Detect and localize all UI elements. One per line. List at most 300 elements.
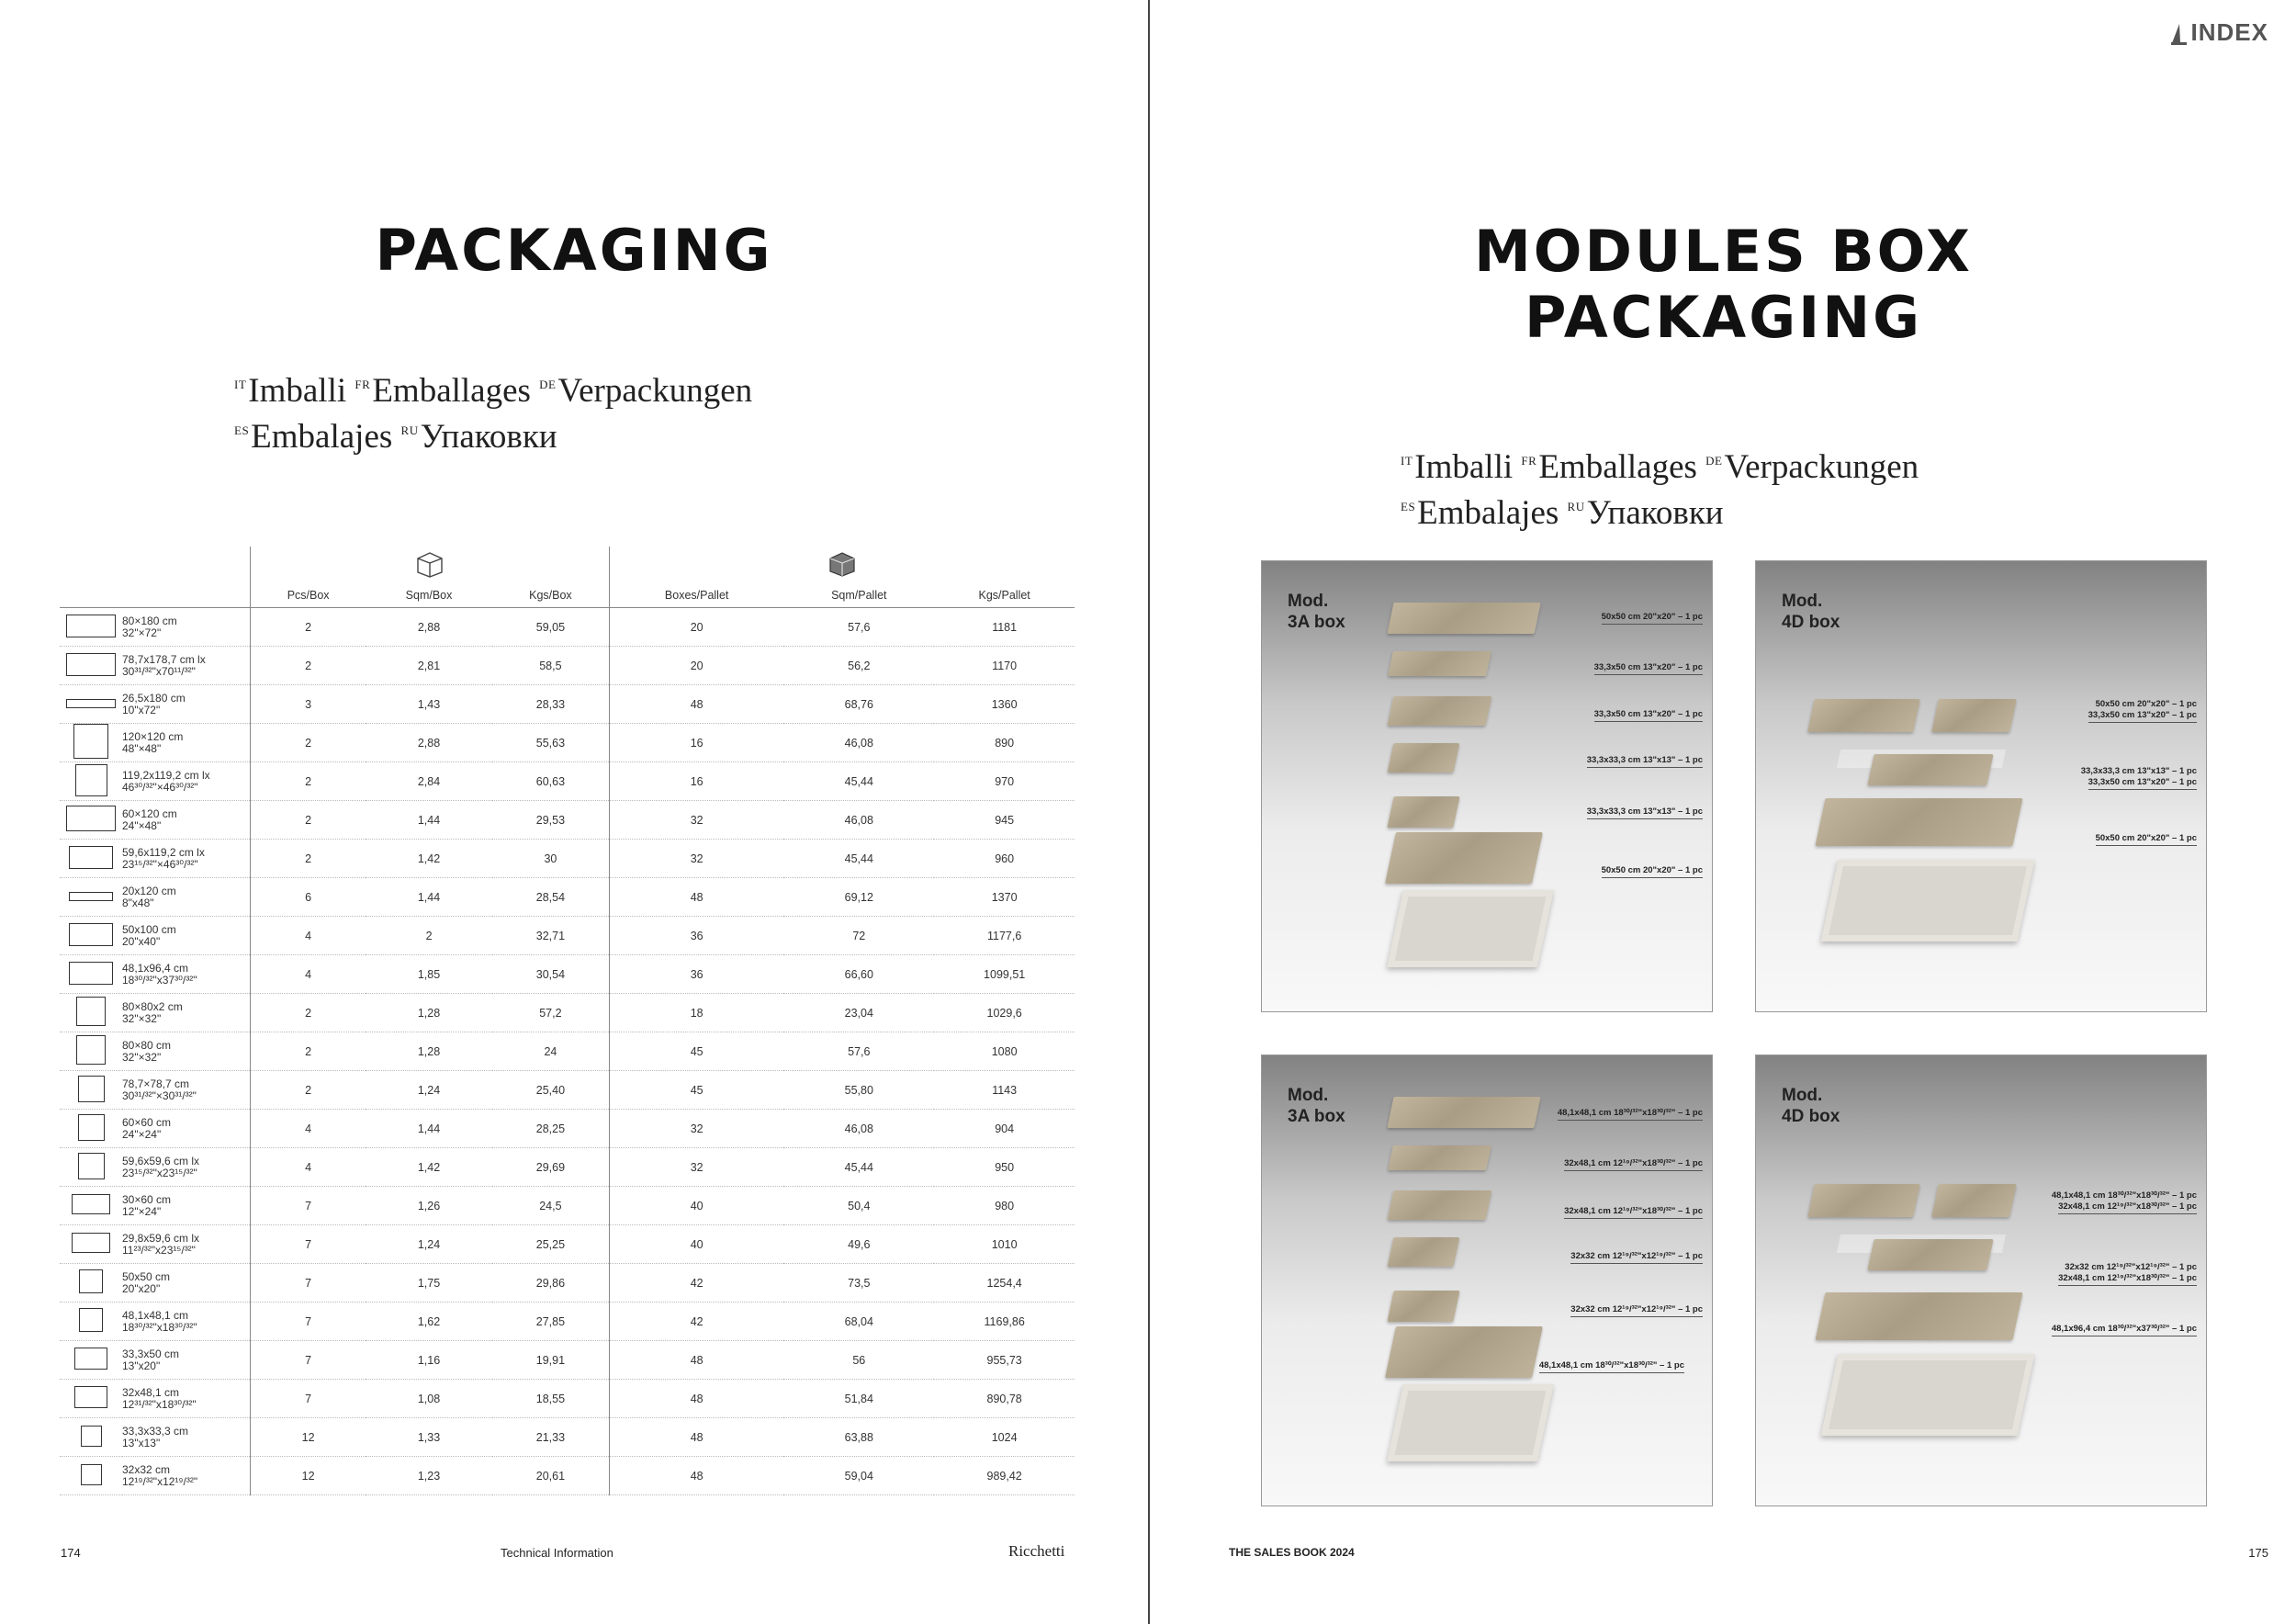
format-size: 80×80x2 cm xyxy=(122,999,183,1013)
piece-label: 32x48,1 cm 12¹⁹/³²"x18³⁰/³²" – 1 pc xyxy=(2058,1201,2197,1214)
format-size: 59,6x59,6 cm lx xyxy=(122,1154,200,1167)
table-cell: 3 xyxy=(251,685,366,724)
tile-image xyxy=(1388,651,1491,676)
table-row xyxy=(60,1225,1075,1264)
tile-image xyxy=(1385,1326,1543,1378)
table-cell: 1,85 xyxy=(366,955,492,994)
table-cell: 1143 xyxy=(934,1071,1075,1110)
piece-label: 48,1x48,1 cm 18³⁰/³²"x18³⁰/³²" – 1 pc xyxy=(1539,1360,1684,1373)
table-cell: 29,53 xyxy=(492,801,610,840)
table-row xyxy=(60,685,1075,724)
table-row xyxy=(60,801,1075,840)
tile-image xyxy=(1867,1239,1993,1270)
format-size-inches: 23¹⁵/³²"x23¹⁵/³²" xyxy=(122,1166,197,1179)
format-shape-icon xyxy=(60,1341,122,1380)
tile-image xyxy=(1388,1190,1492,1220)
table-cell: 51,84 xyxy=(783,1380,934,1418)
format-size: 120×120 cm xyxy=(122,729,184,743)
col-header: Sqm/Box xyxy=(366,583,492,608)
table-cell: 2 xyxy=(251,608,366,647)
table-cell: 48 xyxy=(609,1341,783,1380)
table-cell: 49,6 xyxy=(783,1225,934,1264)
format-size-inches: 48"×48" xyxy=(122,741,162,755)
table-row xyxy=(60,1341,1075,1380)
module-label: Mod. 4D box xyxy=(1782,1086,1840,1126)
piece-label: 32x32 cm 12¹⁹/³²"x12¹⁹/³²" – 1 pc xyxy=(1570,1304,1703,1317)
table-cell: 1,24 xyxy=(366,1071,492,1110)
piece-label: 32x48,1 cm 12¹⁹/³²"x18³⁰/³²" – 1 pc xyxy=(1564,1158,1703,1171)
format-shape-icon xyxy=(60,1303,122,1341)
table-cell: 48 xyxy=(609,1457,783,1495)
table-cell: 48 xyxy=(609,685,783,724)
table-cell: 45,44 xyxy=(783,762,934,801)
table-cell: 55,80 xyxy=(783,1071,934,1110)
table-cell: 6 xyxy=(251,878,366,917)
table-cell: 1170 xyxy=(934,647,1075,685)
format-shape-icon xyxy=(60,955,122,994)
piece-label: 33,3x50 cm 13"x20" – 1 pc xyxy=(2088,777,2197,790)
table-cell: 1080 xyxy=(934,1032,1075,1071)
tile-image xyxy=(1387,603,1540,634)
table-row xyxy=(60,1303,1075,1341)
format-shape-icon xyxy=(60,1264,122,1303)
table-cell: 980 xyxy=(934,1187,1075,1225)
table-cell: 28,25 xyxy=(492,1110,610,1148)
piece-label: 33,3x50 cm 13"x20" – 1 pc xyxy=(2088,710,2197,723)
piece-label: 32x32 cm 12¹⁹/³²"x12¹⁹/³²" – 1 pc xyxy=(1570,1251,1703,1264)
tray-image xyxy=(1387,1384,1554,1461)
page-number: 174 xyxy=(61,1546,81,1560)
table-cell: 55,63 xyxy=(492,724,610,762)
module-panel-3a xyxy=(1261,1054,1713,1506)
format-shape-icon xyxy=(60,878,122,917)
table-cell: 25,40 xyxy=(492,1071,610,1110)
format-size: 119,2x119,2 cm lx xyxy=(122,768,210,782)
page-title: PACKAGING xyxy=(375,217,773,284)
tile-image xyxy=(1807,1184,1920,1217)
piece-label: 50x50 cm 20"x20" – 1 pc xyxy=(1602,865,1703,878)
format-size-inches: 30³¹/³²"×30³¹/³²" xyxy=(122,1088,197,1102)
table-cell: 2,84 xyxy=(366,762,492,801)
table-cell: 2 xyxy=(366,917,492,955)
piece-label: 33,3x50 cm 13"x20" – 1 pc xyxy=(1594,662,1703,675)
table-cell: 1,42 xyxy=(366,1148,492,1187)
table-cell: 1360 xyxy=(934,685,1075,724)
table-cell: 57,2 xyxy=(492,994,610,1032)
tile-image xyxy=(1387,1097,1540,1128)
table-cell: 1254,4 xyxy=(934,1264,1075,1303)
table-cell: 1,44 xyxy=(366,801,492,840)
table-cell: 7 xyxy=(251,1187,366,1225)
tile-image xyxy=(1388,696,1492,726)
table-cell: 1169,86 xyxy=(934,1303,1075,1341)
format-shape-icon xyxy=(60,994,122,1032)
format-size-inches: 23¹⁵/³²"×46³⁰/³²" xyxy=(122,857,198,871)
table-cell: 20 xyxy=(609,647,783,685)
table-cell: 24 xyxy=(492,1032,610,1071)
format-size: 59,6x119,2 cm lx xyxy=(122,845,205,859)
table-cell: 18,55 xyxy=(492,1380,610,1418)
table-cell: 57,6 xyxy=(783,1032,934,1071)
format-shape-icon xyxy=(60,1187,122,1225)
table-cell: 50,4 xyxy=(783,1187,934,1225)
format-shape-icon xyxy=(60,647,122,685)
tray-image xyxy=(1387,890,1554,967)
table-cell: 40 xyxy=(609,1187,783,1225)
table-cell: 59,04 xyxy=(783,1457,934,1495)
language-translations: $^{IT}$Imballi $^{FR}$Emballages $^{DE}$Verpackungen $^{ES}$Embalajes $^{RU}$Упаковки xyxy=(1401,448,1919,532)
format-size-inches: 8"x48" xyxy=(122,896,154,909)
format-shape-icon xyxy=(60,724,122,762)
format-shape-icon xyxy=(60,685,122,724)
right-page xyxy=(1151,0,2296,1624)
col-header: Pcs/Box xyxy=(251,583,366,608)
table-cell: 1181 xyxy=(934,608,1075,647)
table-cell: 7 xyxy=(251,1303,366,1341)
table-cell: 68,76 xyxy=(783,685,934,724)
format-shape-icon xyxy=(60,1110,122,1148)
table-cell: 960 xyxy=(934,840,1075,878)
module-panel-3a xyxy=(1261,560,1713,1012)
format-size: 50x50 cm xyxy=(122,1269,171,1283)
table-cell: 21,33 xyxy=(492,1418,610,1457)
table-cell: 46,08 xyxy=(783,1110,934,1148)
tray-image xyxy=(1821,860,2035,942)
table-cell: 2 xyxy=(251,762,366,801)
format-shape-icon xyxy=(60,1457,122,1495)
format-size: 29,8x59,6 cm lx xyxy=(122,1231,200,1245)
table-cell: 23,04 xyxy=(783,994,934,1032)
format-size-inches: 32"×32" xyxy=(122,1011,162,1025)
table-cell: 32 xyxy=(609,801,783,840)
table-cell: 7 xyxy=(251,1264,366,1303)
format-size: 32x48,1 cm xyxy=(122,1385,180,1399)
piece-label: 33,3x50 cm 13"x20" – 1 pc xyxy=(1594,709,1703,722)
table-row xyxy=(60,762,1075,801)
table-cell: 1177,6 xyxy=(934,917,1075,955)
tile-image xyxy=(1931,1184,2017,1217)
format-size: 80×180 cm xyxy=(122,614,177,627)
format-size-inches: 18³⁰/³²"x37³⁰/³²" xyxy=(122,973,197,987)
table-cell: 4 xyxy=(251,1110,366,1148)
page-number: 175 xyxy=(2248,1546,2268,1560)
table-cell: 45,44 xyxy=(783,840,934,878)
table-cell: 1,33 xyxy=(366,1418,492,1457)
tile-image xyxy=(1388,1145,1491,1170)
table-cell: 989,42 xyxy=(934,1457,1075,1495)
table-cell: 56 xyxy=(783,1341,934,1380)
format-size-inches: 46³⁰/³²"×46³⁰/³²" xyxy=(122,780,198,794)
table-row xyxy=(60,878,1075,917)
format-size-inches: 32"×72" xyxy=(122,626,162,639)
table-cell: 30,54 xyxy=(492,955,610,994)
table-cell: 42 xyxy=(609,1264,783,1303)
table-cell: 48 xyxy=(609,1380,783,1418)
table-row xyxy=(60,917,1075,955)
tray-image xyxy=(1821,1354,2035,1436)
table-cell: 72 xyxy=(783,917,934,955)
tile-image xyxy=(1931,699,2017,732)
format-size: 20x120 cm xyxy=(122,884,176,897)
table-cell: 1,43 xyxy=(366,685,492,724)
table-row xyxy=(60,1032,1075,1071)
table-row xyxy=(60,994,1075,1032)
table-cell: 1,24 xyxy=(366,1225,492,1264)
tile-image xyxy=(1387,1291,1459,1322)
format-shape-icon xyxy=(60,1148,122,1187)
format-size: 80×80 cm xyxy=(122,1038,172,1052)
piece-label: 48,1x48,1 cm 18³⁰/³²"x18³⁰/³²" – 1 pc xyxy=(1558,1108,1703,1121)
table-cell: 25,25 xyxy=(492,1225,610,1264)
language-translations: $^{IT}$Imballi $^{FR}$Emballages $^{DE}$Verpackungen $^{ES}$Embalajes $^{RU}$Упаковки xyxy=(234,372,753,456)
table-cell: 1,44 xyxy=(366,878,492,917)
table-row xyxy=(60,1380,1075,1418)
table-cell: 1,62 xyxy=(366,1303,492,1341)
table-cell: 58,5 xyxy=(492,647,610,685)
table-row xyxy=(60,1457,1075,1495)
table-cell: 4 xyxy=(251,917,366,955)
piece-label: 32x48,1 cm 12¹⁹/³²"x18³⁰/³²" – 1 pc xyxy=(2058,1273,2197,1286)
piece-label: 33,3x33,3 cm 13"x13" – 1 pc xyxy=(1587,806,1703,819)
table-cell: 69,12 xyxy=(783,878,934,917)
table-cell: 1,08 xyxy=(366,1380,492,1418)
table-cell: 32 xyxy=(609,840,783,878)
table-row xyxy=(60,1071,1075,1110)
format-size-inches: 30³¹/³²"x70¹¹/³²" xyxy=(122,664,196,678)
module-panel-4d xyxy=(1755,560,2207,1012)
table-cell: 2 xyxy=(251,1032,366,1071)
format-size-inches: 11²³/³²"x23¹⁵/³²" xyxy=(122,1243,196,1257)
format-size-inches: 20"x40" xyxy=(122,934,161,948)
format-size: 32x32 cm xyxy=(122,1462,171,1476)
table-cell: 48 xyxy=(609,1418,783,1457)
format-shape-icon xyxy=(60,1071,122,1110)
table-cell: 12 xyxy=(251,1457,366,1495)
table-cell: 66,60 xyxy=(783,955,934,994)
format-size: 48,1x96,4 cm xyxy=(122,961,189,975)
table-cell: 16 xyxy=(609,762,783,801)
table-cell: 1,23 xyxy=(366,1457,492,1495)
book-title: THE SALES BOOK 2024 xyxy=(1229,1546,1355,1559)
index-icon xyxy=(2169,21,2189,45)
table-cell: 32,71 xyxy=(492,917,610,955)
format-size-inches: 24"×24" xyxy=(122,1127,162,1141)
table-cell: 1029,6 xyxy=(934,994,1075,1032)
table-cell: 45,44 xyxy=(783,1148,934,1187)
packaging-table xyxy=(60,547,1075,1495)
table-cell: 1,16 xyxy=(366,1341,492,1380)
table-cell: 955,73 xyxy=(934,1341,1075,1380)
table-cell: 28,33 xyxy=(492,685,610,724)
page-title: MODULES BOX PACKAGING xyxy=(1474,218,1973,351)
table-cell: 2,88 xyxy=(366,608,492,647)
format-size: 60×60 cm xyxy=(122,1115,172,1129)
module-label: Mod. 3A box xyxy=(1288,1086,1345,1126)
page-divider xyxy=(1148,0,1150,1624)
module-label: Mod. 3A box xyxy=(1288,592,1345,632)
format-size-inches: 32"×32" xyxy=(122,1050,162,1064)
table-cell: 1024 xyxy=(934,1418,1075,1457)
table-cell: 4 xyxy=(251,955,366,994)
piece-label: 33,3x33,3 cm 13"x13" – 1 pc xyxy=(1587,755,1703,768)
table-cell: 29,69 xyxy=(492,1148,610,1187)
table-cell: 1,44 xyxy=(366,1110,492,1148)
format-shape-icon xyxy=(60,762,122,801)
format-size: 78,7x178,7 cm lx xyxy=(122,652,206,666)
table-cell: 32 xyxy=(609,1110,783,1148)
table-cell: 1,26 xyxy=(366,1187,492,1225)
table-cell: 19,91 xyxy=(492,1341,610,1380)
piece-label: 48,1x96,4 cm 18³⁰/³²"x37³⁰/³²" – 1 pc xyxy=(2052,1324,2197,1336)
table-cell: 7 xyxy=(251,1380,366,1418)
piece-label: 50x50 cm 20"x20" – 1 pc xyxy=(2095,699,2197,709)
table-cell: 56,2 xyxy=(783,647,934,685)
table-cell: 7 xyxy=(251,1225,366,1264)
format-size: 60×120 cm xyxy=(122,806,177,820)
format-size: 78,7×78,7 cm xyxy=(122,1077,190,1090)
format-size-inches: 12³¹/³²"x18³⁰/³²" xyxy=(122,1397,197,1411)
table-cell: 36 xyxy=(609,955,783,994)
table-row xyxy=(60,955,1075,994)
table-cell: 1370 xyxy=(934,878,1075,917)
table-cell: 45 xyxy=(609,1032,783,1071)
table-cell: 32 xyxy=(609,1148,783,1187)
table-row xyxy=(60,1418,1075,1457)
table-cell: 7 xyxy=(251,1341,366,1380)
table-row xyxy=(60,647,1075,685)
format-shape-icon xyxy=(60,1380,122,1418)
table-cell: 40 xyxy=(609,1225,783,1264)
piece-label: 32x32 cm 12¹⁹/³²"x12¹⁹/³²" – 1 pc xyxy=(2065,1262,2197,1272)
format-size-inches: 12"×24" xyxy=(122,1204,162,1218)
table-cell: 2 xyxy=(251,647,366,685)
table-cell: 16 xyxy=(609,724,783,762)
table-cell: 36 xyxy=(609,917,783,955)
table-cell: 4 xyxy=(251,1148,366,1187)
table-cell: 12 xyxy=(251,1418,366,1457)
format-size-inches: 13"x20" xyxy=(122,1359,161,1372)
table-cell: 890,78 xyxy=(934,1380,1075,1418)
table-cell: 2 xyxy=(251,840,366,878)
table-cell: 2,81 xyxy=(366,647,492,685)
table-cell: 970 xyxy=(934,762,1075,801)
format-size: 33,3x50 cm xyxy=(122,1347,180,1360)
format-shape-icon xyxy=(60,917,122,955)
format-size-inches: 13"x13" xyxy=(122,1436,161,1449)
table-cell: 59,05 xyxy=(492,608,610,647)
table-cell: 45 xyxy=(609,1071,783,1110)
table-row xyxy=(60,1187,1075,1225)
table-cell: 20 xyxy=(609,608,783,647)
tile-image xyxy=(1385,832,1543,884)
table-cell: 945 xyxy=(934,801,1075,840)
box-icon xyxy=(251,547,610,583)
format-size: 48,1x48,1 cm xyxy=(122,1308,189,1322)
format-size-inches: 18³⁰/³²"x18³⁰/³²" xyxy=(122,1320,197,1334)
section-label: Technical Information xyxy=(501,1546,613,1560)
format-shape-icon xyxy=(60,608,122,647)
piece-label: 48,1x48,1 cm 18³⁰/³²"x18³⁰/³²" – 1 pc xyxy=(2051,1190,2197,1201)
table-cell: 2,88 xyxy=(366,724,492,762)
table-cell: 30 xyxy=(492,840,610,878)
table-cell: 20,61 xyxy=(492,1457,610,1495)
table-cell: 1010 xyxy=(934,1225,1075,1264)
format-size-inches: 12¹⁹/³²"x12¹⁹/³²" xyxy=(122,1474,198,1488)
col-header: Kgs/Pallet xyxy=(934,583,1075,608)
table-cell: 46,08 xyxy=(783,724,934,762)
table-cell: 1,28 xyxy=(366,1032,492,1071)
tile-image xyxy=(1867,754,1993,785)
format-size: 50x100 cm xyxy=(122,922,176,936)
table-cell: 1,28 xyxy=(366,994,492,1032)
table-cell: 48 xyxy=(609,878,783,917)
table-cell: 28,54 xyxy=(492,878,610,917)
table-cell: 2 xyxy=(251,724,366,762)
tile-image xyxy=(1815,798,2022,846)
format-shape-icon xyxy=(60,1032,122,1071)
col-header: Boxes/Pallet xyxy=(609,583,783,608)
table-cell: 2 xyxy=(251,801,366,840)
table-cell: 60,63 xyxy=(492,762,610,801)
table-cell: 46,08 xyxy=(783,801,934,840)
index-link[interactable]: INDEX xyxy=(2169,18,2268,47)
format-size-inches: 24"×48" xyxy=(122,818,162,832)
format-size: 26,5x180 cm xyxy=(122,691,186,705)
table-cell: 24,5 xyxy=(492,1187,610,1225)
table-cell: 57,6 xyxy=(783,608,934,647)
tile-image xyxy=(1388,1237,1460,1267)
format-shape-icon xyxy=(60,840,122,878)
format-shape-icon xyxy=(60,1418,122,1457)
format-size-inches: 20"x20" xyxy=(122,1281,161,1295)
piece-label: 33,3x33,3 cm 13"x13" – 1 pc xyxy=(2080,766,2197,776)
format-shape-icon xyxy=(60,801,122,840)
format-size: 30×60 cm xyxy=(122,1192,172,1206)
format-size-inches: 10"x72" xyxy=(122,703,161,716)
table-row xyxy=(60,1148,1075,1187)
table-cell: 1099,51 xyxy=(934,955,1075,994)
tile-image xyxy=(1815,1292,2022,1340)
table-row xyxy=(60,608,1075,647)
table-cell: 1,75 xyxy=(366,1264,492,1303)
col-header: Kgs/Box xyxy=(492,583,610,608)
piece-label: 50x50 cm 20"x20" – 1 pc xyxy=(1602,612,1703,625)
module-panel-4d xyxy=(1755,1054,2207,1506)
table-cell: 73,5 xyxy=(783,1264,934,1303)
brand-logo: Ricchetti xyxy=(1008,1542,1065,1560)
tile-image xyxy=(1388,743,1460,773)
piece-label: 32x48,1 cm 12¹⁹/³²"x18³⁰/³²" – 1 pc xyxy=(1564,1206,1703,1219)
table-row xyxy=(60,724,1075,762)
piece-label: 50x50 cm 20"x20" – 1 pc xyxy=(2096,833,2197,846)
table-cell: 29,86 xyxy=(492,1264,610,1303)
format-shape-icon xyxy=(60,1225,122,1264)
table-cell: 890 xyxy=(934,724,1075,762)
format-size: 33,3x33,3 cm xyxy=(122,1424,189,1438)
table-row xyxy=(60,840,1075,878)
table-cell: 68,04 xyxy=(783,1303,934,1341)
table-cell: 904 xyxy=(934,1110,1075,1148)
tile-image xyxy=(1387,796,1459,828)
table-row xyxy=(60,1264,1075,1303)
tile-image xyxy=(1807,699,1920,732)
module-label: Mod. 4D box xyxy=(1782,592,1840,632)
table-cell: 2 xyxy=(251,1071,366,1110)
table-cell: 1,42 xyxy=(366,840,492,878)
table-cell: 18 xyxy=(609,994,783,1032)
pallet-icon xyxy=(609,547,1075,583)
table-cell: 950 xyxy=(934,1148,1075,1187)
